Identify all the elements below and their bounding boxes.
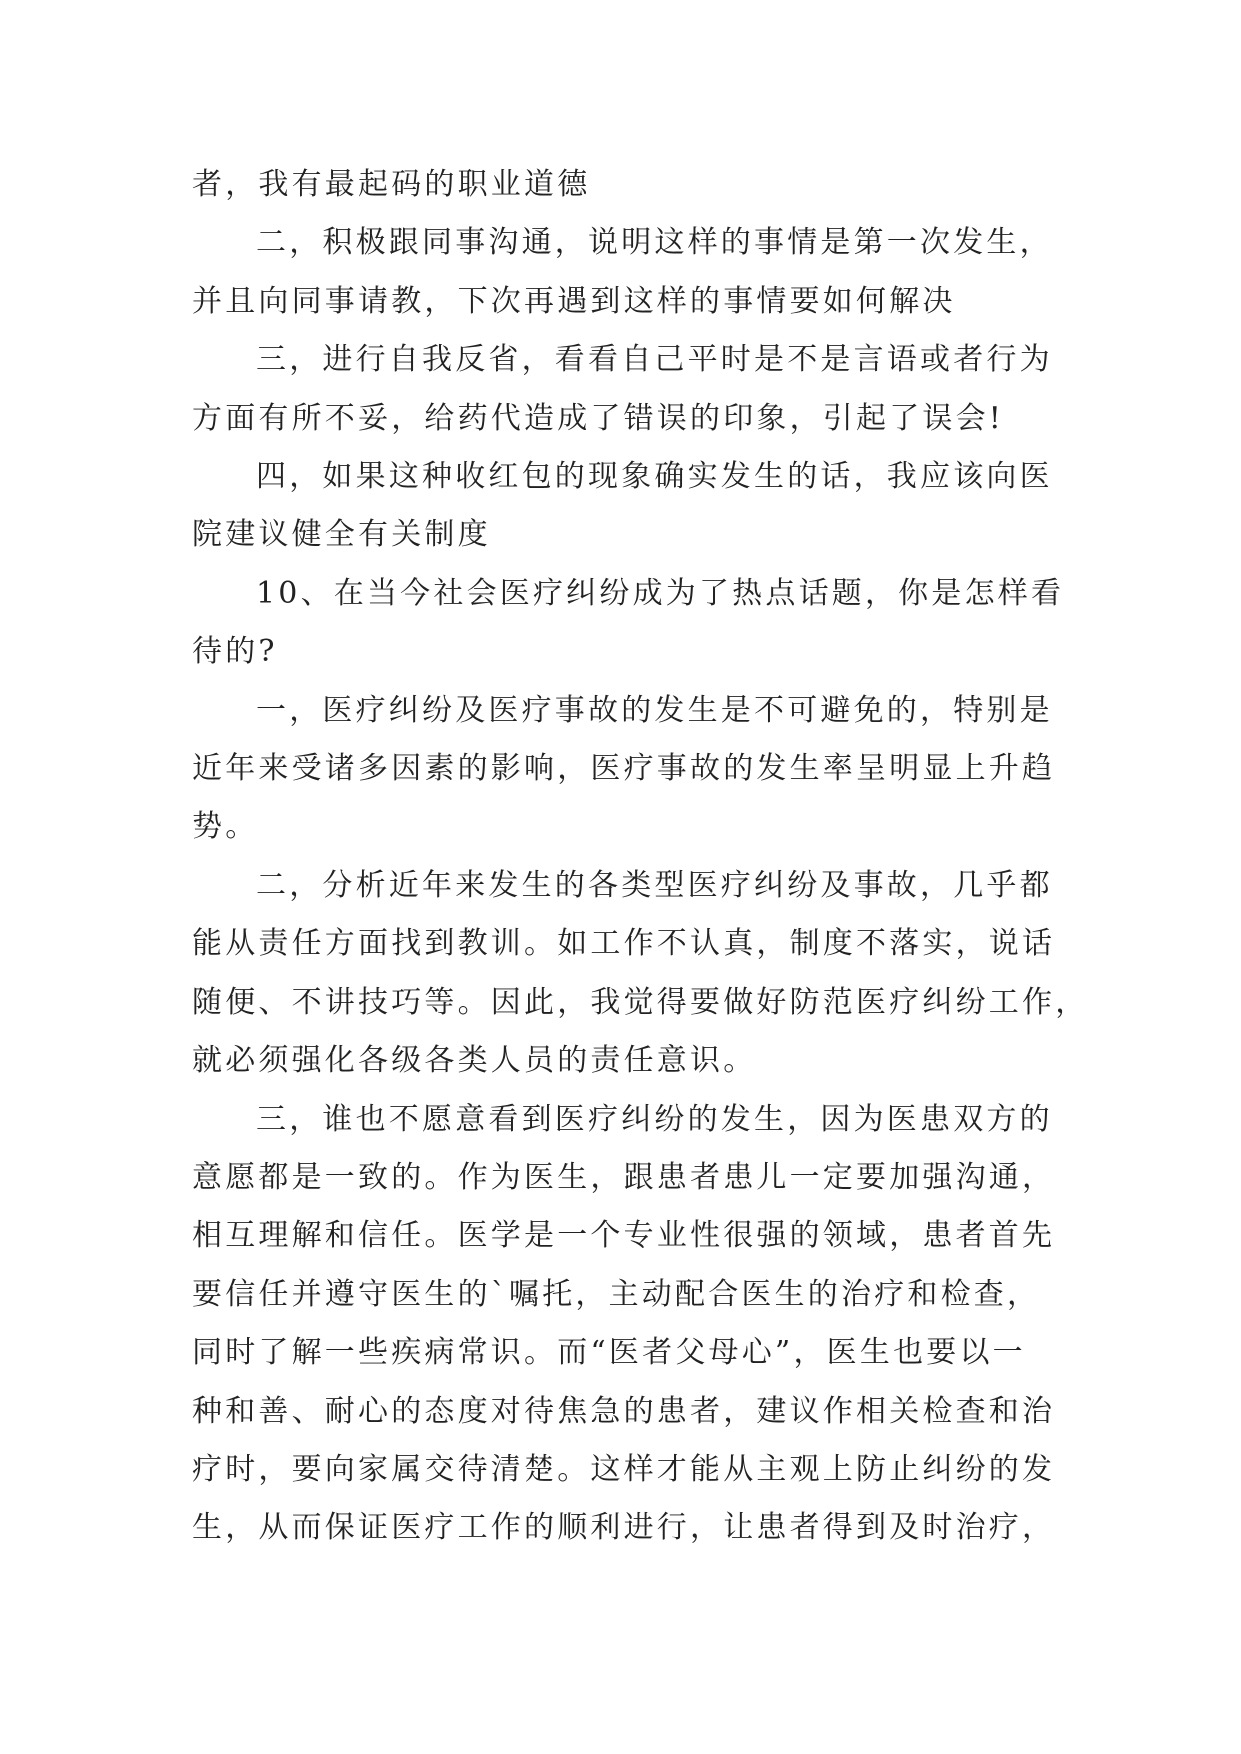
text-line: 并且向同事请教，下次再遇到这样的事情要如何解决 <box>192 283 956 319</box>
text-line: 能从责任方面找到教训。如工作不认真，制度不落实，说话 <box>192 926 1056 962</box>
text-line: 要信任并遵守医生的`嘱托，主动配合医生的治疗和检查， <box>192 1276 1041 1312</box>
text-line: 院建议健全有关制度 <box>192 517 491 553</box>
text-line: 势。 <box>192 809 259 845</box>
document-body <box>192 156 1089 1558</box>
text-line: 近年来受诸多因素的影响，医疗事故的发生率呈明显上升趋 <box>192 751 1056 787</box>
text-line: 同时了解一些疾病常识。而“医者父母心”，医生也要以一 <box>192 1335 1026 1371</box>
paragraph-start-line: 四，如果这种收红包的现象确实发生的话，我应该向医 <box>256 459 1053 495</box>
paragraph-start-line: 二，分析近年来发生的各类型医疗纠纷及事故，几乎都 <box>256 867 1053 903</box>
question-heading-line: 待的? <box>192 634 278 670</box>
text-line: 随便、不讲技巧等。因此，我觉得要做好防范医疗纠纷工作， <box>192 984 1089 1020</box>
question-heading-line: 10、在当今社会医疗纠纷成为了热点话题，你是怎样看 <box>256 575 1065 611</box>
paragraph-start-line: 三，谁也不愿意看到医疗纠纷的发生，因为医患双方的 <box>256 1101 1053 1137</box>
text-line: 疗时，要向家属交待清楚。这样才能从主观上防止纠纷的发 <box>192 1451 1056 1487</box>
paragraph-start-line: 二，积极跟同事沟通，说明这样的事情是第一次发生， <box>256 225 1053 261</box>
text-line: 相互理解和信任。医学是一个专业性很强的领域，患者首先 <box>192 1218 1056 1254</box>
text-line: 就必须强化各级各类人员的责任意识。 <box>192 1043 757 1079</box>
text-line: 方面有所不妥，给药代造成了错误的印象，引起了误会! <box>192 400 1005 436</box>
paragraph-start-line: 一，医疗纠纷及医疗事故的发生是不可避免的，特别是 <box>256 692 1053 728</box>
paragraph-start-line: 三，进行自我反省，看看自己平时是不是言语或者行为 <box>256 342 1053 378</box>
text-line: 者，我有最起码的职业道德 <box>192 167 591 202</box>
text-line: 生，从而保证医疗工作的顺利进行，让患者得到及时治疗， <box>192 1510 1056 1546</box>
text-line: 种和善、耐心的态度对待焦急的患者，建议作相关检查和治 <box>192 1393 1056 1429</box>
text-line: 意愿都是一致的。作为医生，跟患者患儿一定要加强沟通， <box>192 1159 1056 1195</box>
